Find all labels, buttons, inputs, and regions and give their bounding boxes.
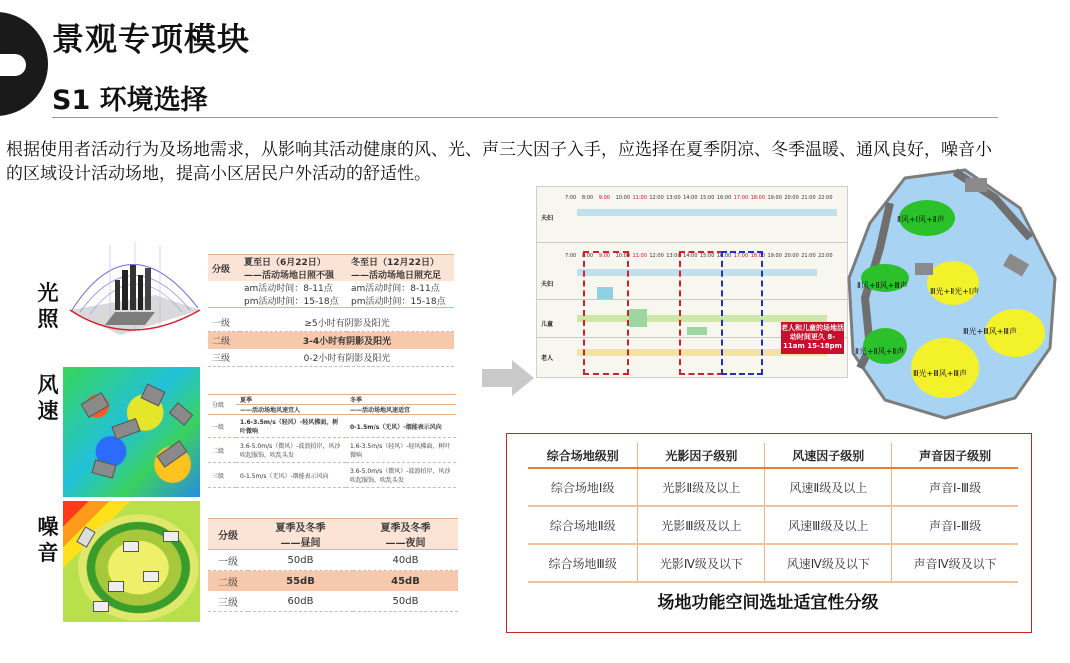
schedule-time-tick: 18:00 [750,195,766,201]
light-winter-head: 冬至日（12月22日） [351,258,440,268]
map-zone-label: Ⅱ风+Ⅱ风+Ⅲ声 [857,281,908,290]
noise-label: 噪音 [37,515,59,565]
schedule-time-tick: 11:00 [632,195,647,201]
light-row-value: 3-4小时有阴影及阳光 [302,337,392,347]
schedule-time-tick: 17:00 [733,253,749,259]
schedule-tag: 老人和儿童的场地活动时间更久 8-11am 15-18pm [781,322,844,354]
grading-cell: 光影Ⅱ级及以上 [638,468,765,506]
page-title: 景观专项模块 [52,20,251,58]
intro-paragraph: 根据使用者活动行为及场地需求，从影响其活动健康的风、光、声三大因子入手，应选择在夏季阴凉、冬季温暖、通风良好，噪音小的区域设计活动场地，提高小区居民户外活动的舒适性。 [6,140,992,184]
grading-cell: 风速Ⅳ级及以下 [765,544,892,582]
grading-cell: 综合场地Ⅲ级 [528,544,638,582]
schedule-time-tick: 18:00 [750,253,766,259]
light-summer-am: am活动时间：8-11点 [244,284,333,294]
wind-row-level: 三级 [208,463,236,488]
grading-cell: 光影Ⅲ级及以上 [638,506,765,544]
wind-label: 风速 [37,373,59,423]
map-zone-label: Ⅲ光+Ⅲ风+Ⅲ声 [913,369,967,378]
schedule-row-label: 老人 [541,355,554,362]
schedule-time-tick: 15:00 [700,195,715,201]
noise-row-level: 二级 [218,577,238,589]
grading-cell: 声音Ⅰ-Ⅲ级 [929,518,982,533]
wind-winter-head: 冬季 [350,397,363,404]
schedule-time-tick: 13:00 [666,195,681,201]
noise-night-sub: ——夜间 [385,538,426,549]
title-divider [52,117,998,118]
schedule-time-tick: 10:00 [615,253,631,259]
schedule-time-tick: 19:00 [767,253,782,259]
noise-col-level: 分级 [218,530,238,542]
noise-row-night: 50dB [353,591,458,612]
noise-day-sub: ——昼间 [280,538,321,549]
noise-row-day: 60dB [248,591,353,612]
schedule-time-tick: 22:00 [818,195,833,201]
section-title: S1 环境选择 [52,85,208,116]
schedule-time-tick: 14:00 [683,253,698,259]
light-winter-am: am活动时间：8-11点 [351,284,440,294]
wind-row-summer: 0-1.5m/s（无风）-烟能表示风向 [236,463,346,488]
light-row-value: 0-2小时有阴影及阳光 [240,349,454,367]
grading-title: 场地功能空间选址适宜性分级 [657,593,879,613]
light-table [208,254,454,367]
map-zone-label: Ⅲ光+Ⅱ光+Ⅰ声 [930,287,980,296]
schedule-time-tick: 12:00 [649,253,664,259]
grading-header: 综合场地级别 [528,443,638,468]
schedule-time-tick: 9:00 [598,253,610,259]
schedule-time-tick: 13:00 [666,253,681,259]
schedule-time-tick: 16:00 [716,195,732,201]
schedule-time-tick: 20:00 [784,253,799,259]
wind-table [208,394,456,488]
light-row-level: 一级 [208,314,240,332]
light-col-level: 分级 [212,264,231,275]
map-zone-label: Ⅲ光+Ⅲ风+Ⅲ声 [963,327,1017,336]
grading-header: 风速因子级别 [765,443,892,468]
schedule-time-tick: 16:00 [716,253,732,259]
wind-summer-sub: ——活动场地风速宜人 [240,407,301,414]
schedule-row-label: 夫妇 [541,281,554,288]
noise-night-head: 夏季及冬季 [380,523,431,534]
schedule-time-tick: 7:00 [565,253,577,259]
light-summer-pm: pm活动时间：15-18点 [244,297,339,307]
schedule-time-tick: 15:00 [700,253,715,259]
noise-row-level: 三级 [208,591,248,612]
light-winter-pm: pm活动时间：15-18点 [351,297,446,307]
grading-cell: 声音Ⅳ级及以下 [913,556,997,571]
wind-summer-head: 夏季 [240,397,253,404]
grading-cell: 风速Ⅱ级及以上 [765,468,892,506]
sun-path-diagram [60,240,205,350]
schedule-row-label: 夫妇 [541,215,554,222]
schedule-time-tick: 14:00 [683,195,698,201]
noise-row-day: 55dB [286,575,315,587]
light-summer-sub: ——活动场地日照不强 [244,271,335,281]
noise-table [208,518,458,612]
wind-row-winter: 1.6-3.5m/s（轻风）-轻风拂面，树叶微响 [346,438,456,463]
wind-col-level: 分级 [212,402,225,409]
light-label: 光照 [37,281,59,331]
wind-speed-map [63,367,200,497]
schedule-time-tick: 21:00 [801,253,816,259]
schedule-time-tick: 20:00 [784,195,799,201]
wind-row-winter: 3.6-5.0m/s（微风）-波浪拍岸，风沙吹起服饰，吹乱头发 [346,463,456,488]
site-suitability-map [845,168,1070,423]
noise-day-head: 夏季及冬季 [275,523,326,534]
wind-winter-sub: ——活动场地风速适宜 [350,407,411,414]
schedule-time-tick: 11:00 [632,253,647,259]
logo-shape [0,12,48,116]
light-row-value: ≥5小时有阴影及阳光 [240,314,454,332]
grading-cell: 综合场地Ⅰ级 [528,468,638,506]
schedule-time-tick: 19:00 [767,195,782,201]
grading-cell: 风速Ⅲ级及以上 [765,506,892,544]
wind-row-summer: 3.6-5.0m/s（微风）-波浪拍岸，风沙吹起服饰，吹乱头发 [236,438,346,463]
wind-row-level: 二级 [208,438,236,463]
wind-row-winter: 0-1.5m/s（无风）-烟能表示风向 [346,415,456,438]
schedule-time-tick: 21:00 [801,195,816,201]
schedule-row-label: 儿童 [541,321,554,328]
schedule-time-tick: 8:00 [581,253,594,259]
noise-row-night: 45dB [391,575,420,587]
wind-row-summer: 1.6-3.5m/s（轻风）-轻风拂面，树叶微响 [236,415,346,438]
grading-cell: 综合场地Ⅱ级 [528,506,638,544]
noise-row-night: 40dB [353,550,458,571]
light-winter-sub: ——活动场地日照充足 [351,271,442,281]
grading-header: 光影因子级别 [638,443,765,468]
map-zone-label: Ⅱ风+Ⅰ风+Ⅱ声 [897,215,945,224]
schedule-time-tick: 12:00 [649,195,664,201]
grading-header: 声音因子级别 [892,443,1018,468]
grading-table [528,443,1018,583]
noise-row-day: 50dB [248,550,353,571]
noise-row-level: 一级 [208,550,248,571]
schedule-time-tick: 10:00 [615,195,631,201]
flow-arrow-icon [482,360,534,400]
map-zone-label: Ⅱ光+Ⅱ风+Ⅱ声 [855,347,905,356]
schedule-time-tick: 22:00 [818,253,833,259]
schedule-time-tick: 9:00 [598,195,610,201]
noise-map [63,501,200,622]
light-row-level: 三级 [208,349,240,367]
grading-cell: 光影Ⅳ级及以下 [638,544,765,582]
light-row-level: 二级 [212,337,231,347]
light-summer-head: 夏至日（6月22日） [244,258,326,268]
wind-row-level: 一级 [208,415,236,438]
schedule-time-tick: 8:00 [581,195,594,201]
schedule-time-tick: 7:00 [565,195,577,201]
schedule-time-tick: 17:00 [733,195,749,201]
grading-cell: 声音Ⅰ-Ⅲ级 [929,480,982,495]
